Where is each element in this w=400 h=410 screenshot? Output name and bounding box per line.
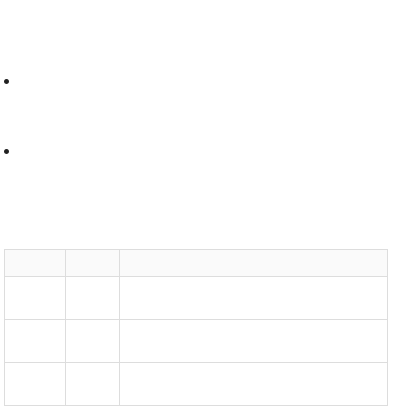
cell-feature <box>119 277 387 320</box>
cell-name <box>5 277 66 320</box>
column-header-name <box>5 250 66 277</box>
feature-title-2 <box>4 146 388 158</box>
header-title <box>4 4 388 18</box>
items-table <box>4 249 388 406</box>
cell-name <box>5 320 66 363</box>
cell-size <box>66 320 120 363</box>
column-header-feature <box>119 250 387 277</box>
feature-title-1 <box>4 76 388 88</box>
cell-name <box>5 363 66 406</box>
feature-body-2 <box>4 164 388 210</box>
table-row <box>5 363 388 406</box>
column-header-size <box>66 250 120 277</box>
bullet-icon <box>4 79 9 84</box>
cell-size <box>66 277 120 320</box>
item-section-description <box>4 232 388 243</box>
feature-body-1 <box>4 94 388 140</box>
bullet-icon <box>4 149 9 154</box>
intro-paragraph <box>4 24 388 70</box>
cell-size <box>66 363 120 406</box>
cell-feature <box>119 320 387 363</box>
cell-feature <box>119 363 387 406</box>
table-header-row <box>5 250 388 277</box>
item-section-title <box>4 216 388 228</box>
table-row <box>5 277 388 320</box>
table-row <box>5 320 388 363</box>
